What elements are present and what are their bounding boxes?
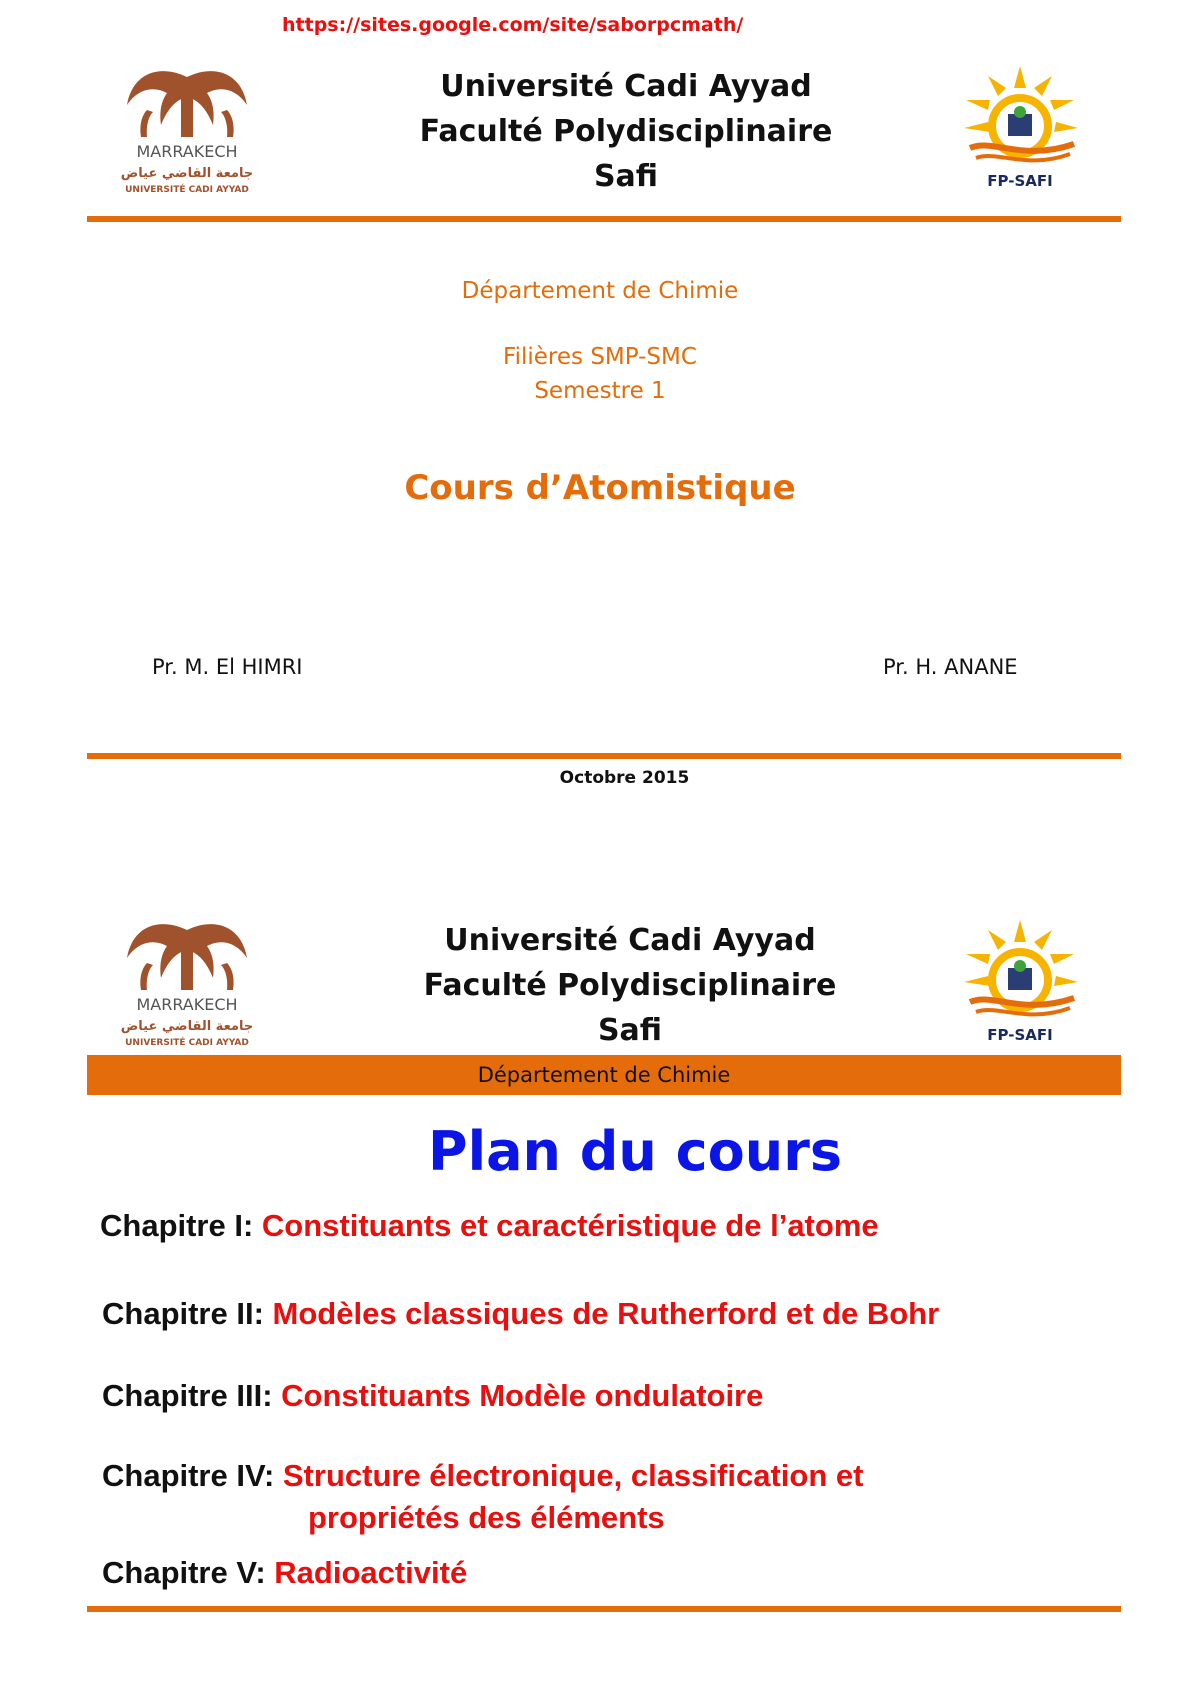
chapter-title-continued — [308, 1497, 665, 1539]
header-divider — [87, 216, 1121, 222]
department-band: Département de Chimie — [87, 1055, 1121, 1095]
chapter-label: Chapitre I — [100, 1208, 243, 1243]
svg-text:جامعة القاضي عياض: جامعة القاضي عياض — [120, 166, 254, 181]
footer-divider — [87, 1606, 1121, 1612]
chapter-title: Modèles classiques de Rutherford et de Bohr — [272, 1296, 940, 1331]
chapter-item: Chapitre V: Radioactivité — [102, 1555, 468, 1590]
svg-text:MARRAKECH: MARRAKECH — [136, 995, 238, 1014]
footer-divider — [87, 753, 1121, 759]
university-line: Université Cadi Ayyad — [444, 923, 816, 958]
chapter-title: Constituants Modèle ondulatoire — [281, 1378, 764, 1413]
chapter-item: Chapitre II: Modèles classiques de Rutherford et de Bohr — [102, 1296, 940, 1331]
faculty-line: Faculté Polydisciplinaire — [419, 114, 833, 149]
university-logo — [117, 55, 257, 205]
city-line: Safi — [597, 1013, 663, 1048]
university-line: Université Cadi Ayyad — [440, 69, 812, 104]
svg-text:جامعة القاضي عياض: جامعة القاضي عياض — [120, 1019, 254, 1034]
chapter-label: Chapitre II — [102, 1296, 254, 1331]
university-name — [326, 64, 926, 199]
chapter-label: Chapitre V — [102, 1555, 256, 1590]
chapter-title: Structure électronique, classification et — [282, 1458, 864, 1493]
svg-text:UNIVERSITÉ CADI AYYAD: UNIVERSITÉ CADI AYYAD — [125, 1038, 249, 1048]
chapter-label: Chapitre III — [102, 1378, 263, 1413]
university-name — [330, 918, 930, 1053]
city-line: Safi — [593, 159, 659, 194]
chapter-title: Radioactivité — [274, 1555, 468, 1590]
chapter-label: Chapitre IV — [102, 1458, 264, 1493]
professor-left: Pr. M. El HIMRI — [152, 655, 303, 679]
palm-logo-icon — [117, 55, 257, 205]
svg-text:UNIVERSITÉ CADI AYYAD: UNIVERSITÉ CADI AYYAD — [125, 185, 249, 195]
department-label: Département de Chimie — [461, 278, 739, 304]
faculty-logo — [962, 66, 1082, 191]
svg-text:MARRAKECH: MARRAKECH — [136, 142, 238, 161]
chapter-item: Chapitre I: Constituants et caractéristique de l’atome — [100, 1208, 879, 1243]
sun-logo-icon — [962, 66, 1082, 191]
plan-title: Plan du cours — [428, 1120, 842, 1183]
palm-logo-icon — [117, 908, 257, 1058]
svg-text:FP-SAFI: FP-SAFI — [987, 1026, 1053, 1044]
svg-text:FP-SAFI: FP-SAFI — [987, 172, 1053, 190]
chapter-item: Chapitre III: Constituants Modèle ondulatoire — [102, 1378, 764, 1413]
faculty-line: Faculté Polydisciplinaire — [423, 968, 837, 1003]
professor-right: Pr. H. ANANE — [883, 655, 1018, 679]
chapter-item: Chapitre IV: Structure électronique, classification et — [102, 1458, 864, 1493]
sun-logo-icon — [962, 920, 1082, 1045]
filieres-label: Filières SMP-SMC — [503, 344, 697, 370]
semestre-label: Semestre 1 — [534, 378, 666, 404]
chapter-title: Constituants et caractéristique de l’atome — [261, 1208, 879, 1243]
course-title: Cours d’Atomistique — [404, 468, 796, 508]
header-url[interactable]: https://sites.google.com/site/saborpcmath/ — [282, 14, 744, 36]
faculty-logo — [962, 920, 1082, 1045]
chapter-title: propriétés des éléments — [308, 1500, 665, 1535]
university-logo — [117, 908, 257, 1058]
date-label: Octobre 2015 — [559, 768, 690, 788]
